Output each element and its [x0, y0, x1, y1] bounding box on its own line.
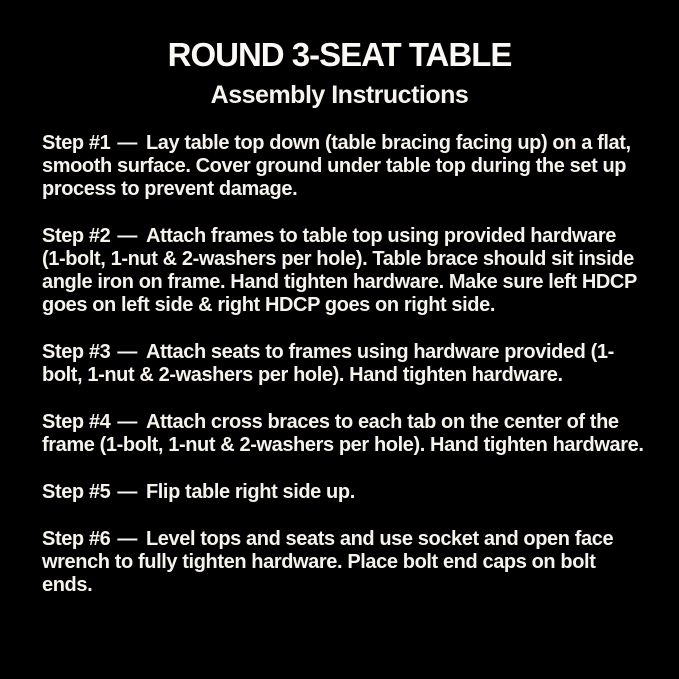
page-subtitle: Assembly Instructions [210, 81, 469, 109]
step-item-2 [42, 225, 644, 317]
em-dash: — [117, 528, 137, 550]
step-text: Attach frames to table top using provided hardware (1-bolt, 1-nut & 2-washers per hole). Table brace should sit inside angle iron on frame. Hand tighten hardware. Make sure left HDCP goes on left side & right HDCP goes on right side. [42, 225, 637, 316]
step-label: Step #2 [42, 225, 111, 247]
step-item-1 [42, 132, 644, 201]
em-dash: — [117, 481, 137, 503]
step-text: Flip table right side up. [145, 481, 355, 503]
step-text: Level tops and seats and use socket and open face wrench to fully tighten hardware. Place bolt end caps on bolt ends. [42, 528, 614, 596]
step-text: Attach seats to frames using hardware provided (1-bolt, 1-nut & 2-washers per hole). Hand tighten hardware. [42, 341, 614, 386]
step-text: Attach cross braces to each tab on the center of the frame (1-bolt, 1-nut & 2-washers per hole). Hand tighten hardware. [42, 411, 644, 456]
step-label: Step #3 [42, 341, 111, 363]
em-dash: — [117, 411, 137, 433]
step-text: Lay table top down (table bracing facing up) on a flat, smooth surface. Cover ground under table top during the set up process to prevent damage. [42, 132, 631, 200]
steps-list [42, 132, 644, 597]
em-dash: — [117, 341, 137, 363]
step-label: Step #6 [42, 528, 111, 550]
step-item-3 [42, 341, 644, 387]
em-dash: — [117, 225, 137, 247]
step-label: Step #4 [42, 411, 111, 433]
step-label: Step #5 [42, 481, 111, 503]
em-dash: — [117, 132, 137, 154]
step-item-6 [42, 528, 644, 597]
page-title: ROUND 3-SEAT TABLE [167, 36, 512, 73]
step-label: Step #1 [42, 132, 111, 154]
step-item-5 [42, 481, 644, 504]
step-item-4 [42, 411, 644, 457]
